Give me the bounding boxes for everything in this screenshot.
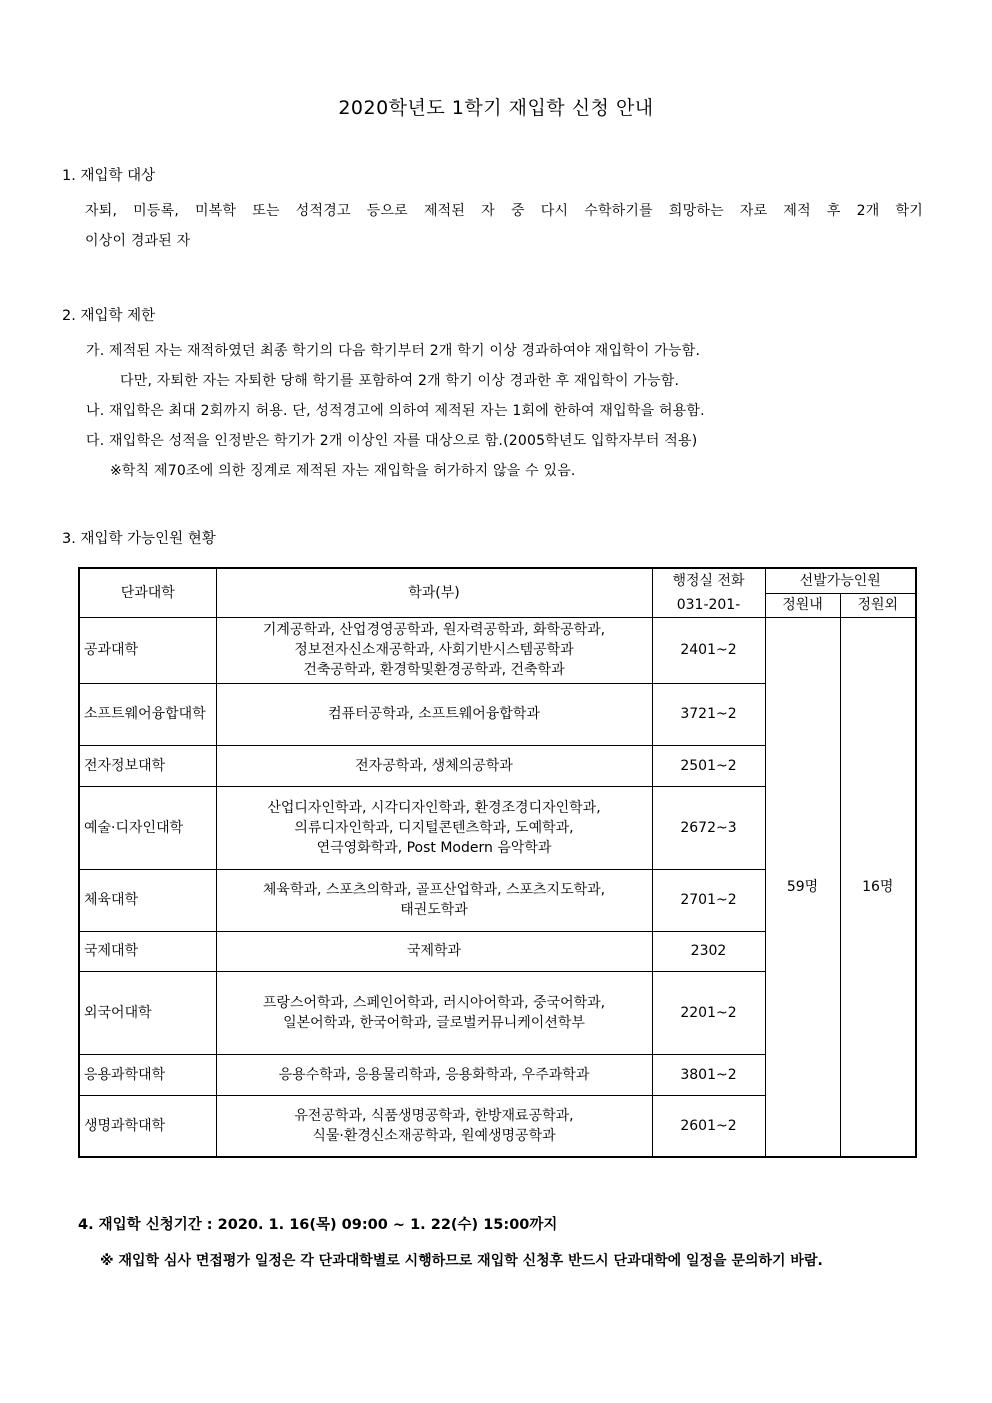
cell-phone: 2501~2 xyxy=(652,745,765,786)
section2-item-ga: 가. 제적된 자는 재적하였던 최종 학기의 다음 학기부터 2개 학기 이상 경과하여야 재입학이 가능함. xyxy=(86,343,701,359)
cell-college: 전자정보대학 xyxy=(79,745,216,786)
cell-dept xyxy=(216,869,652,931)
cell-college: 공과대학 xyxy=(79,617,216,683)
section2-item-na: 나. 재입학은 최대 2회까지 허용. 단, 성적경고에 의하여 제적된 자는 1회에 한하여 재입학을 허용함. xyxy=(86,403,705,419)
cell-college: 체육대학 xyxy=(79,869,216,931)
cell-dept xyxy=(216,786,652,869)
table-row xyxy=(79,617,916,683)
interview-note: ※ 재입학 심사 면접평가 일정은 각 단과대학별로 시행하므로 재입학 신청후 반드시 단과대학에 일정을 문의하기 바람. xyxy=(100,1253,823,1269)
dept-line: 유전공학과, 식품생명공학과, 한방재료공학과, xyxy=(294,1107,574,1124)
cell-phone: 2601~2 xyxy=(652,1095,765,1157)
header-out-quota: 정원외 xyxy=(840,593,916,617)
cell-dept xyxy=(216,745,652,786)
page-title: 2020학년도 1학기 재입학 신청 안내 xyxy=(338,97,654,119)
application-period: 4. 재입학 신청기간 : 2020. 1. 16(목) 09:00 ~ 1. 22(수) 15:00까지 xyxy=(78,1217,558,1233)
dept-line: 체육학과, 스포츠의학과, 골프산업학과, 스포츠지도학과, xyxy=(262,882,606,898)
cell-college: 소프트웨어융합대학 xyxy=(79,683,216,745)
cell-dept xyxy=(216,1095,652,1157)
section1-line2: 이상이 경과된 자 xyxy=(85,233,191,249)
section2-note: ※학칙 제70조에 의한 징계로 제적된 자는 재입학을 허가하지 않을 수 있음. xyxy=(110,463,576,479)
section2-item-da: 다. 재입학은 성적을 인정받은 학기가 2개 이상인 자를 대상으로 함.(2005학년도 입학자부터 적용) xyxy=(86,433,698,449)
section1-heading: 1. 재입학 대상 xyxy=(62,168,156,184)
dept-line: 전자공학과, 생체의공학과 xyxy=(355,757,513,774)
cell-phone: 2701~2 xyxy=(652,869,765,931)
cell-college: 예술·디자인대학 xyxy=(79,786,216,869)
dept-line: 국제학과 xyxy=(406,943,462,959)
section2-item-ga-sub: 다만, 자퇴한 자는 자퇴한 당해 학기를 포함하여 2개 학기 이상 경과한 후 재입학이 가능함. xyxy=(120,373,680,389)
cell-dept xyxy=(216,931,652,971)
cell-phone: 2672~3 xyxy=(652,786,765,869)
header-dept: 학과(부) xyxy=(216,568,652,617)
cell-phone: 3721~2 xyxy=(652,683,765,745)
header-quota: 선발가능인원 xyxy=(765,568,916,593)
section1-line1: 자퇴, 미등록, 미복학 또는 성적경고 등으로 제적된 자 중 다시 수학하기를 희망하는 자로 제적 후 2개 학기 xyxy=(85,203,923,219)
section3-heading: 3. 재입학 가능인원 현황 xyxy=(62,531,216,547)
cell-college: 응용과학대학 xyxy=(79,1054,216,1095)
dept-line: 일본어학과, 한국어학과, 글로벌커뮤니케이션학부 xyxy=(283,1014,585,1031)
cell-college: 생명과학대학 xyxy=(79,1095,216,1157)
cell-dept xyxy=(216,683,652,745)
header-phone-prefix: 031-201- xyxy=(652,593,765,617)
section2-heading: 2. 재입학 제한 xyxy=(62,308,156,324)
dept-line: 식물·환경신소재공학과, 원예생명공학과 xyxy=(312,1127,556,1144)
cell-dept xyxy=(216,617,652,683)
header-college: 단과대학 xyxy=(79,568,216,617)
dept-line: 프랑스어학과, 스페인어학과, 러시아어학과, 중국어학과, xyxy=(262,994,606,1011)
dept-line: 태권도학과 xyxy=(400,902,468,918)
dept-line: 산업디자인학과, 시각디자인학과, 환경조경디자인학과, xyxy=(267,799,601,816)
cell-phone: 3801~2 xyxy=(652,1054,765,1095)
cell-out-quota: 16명 xyxy=(840,617,916,1157)
cell-college: 국제대학 xyxy=(79,931,216,971)
header-phone: 행정실 전화 xyxy=(652,568,765,593)
cell-in-quota: 59명 xyxy=(765,617,840,1157)
cell-college: 외국어대학 xyxy=(79,971,216,1054)
dept-line: 응용수학과, 응용물리학과, 응용화학과, 우주과학과 xyxy=(278,1066,590,1083)
dept-line: 컴퓨터공학과, 소프트웨어융합학과 xyxy=(328,706,540,722)
cell-phone: 2201~2 xyxy=(652,971,765,1054)
cell-phone: 2302 xyxy=(652,931,765,971)
dept-line: 건축공학과, 환경학및환경공학과, 건축학과 xyxy=(303,662,565,678)
dept-line: 연극영화학과, Post Modern 음악학과 xyxy=(316,839,552,856)
header-in-quota: 정원내 xyxy=(765,593,840,617)
dept-line: 정보전자신소재공학과, 사회기반시스템공학과 xyxy=(294,642,574,658)
cell-dept xyxy=(216,971,652,1054)
dept-line: 의류디자인학과, 디지털콘텐츠학과, 도예학과, xyxy=(294,819,574,836)
cell-dept xyxy=(216,1054,652,1095)
quota-table xyxy=(78,567,917,1158)
cell-phone: 2401~2 xyxy=(652,617,765,683)
dept-line: 기계공학과, 산업경영공학과, 원자력공학과, 화학공학과, xyxy=(262,622,606,638)
